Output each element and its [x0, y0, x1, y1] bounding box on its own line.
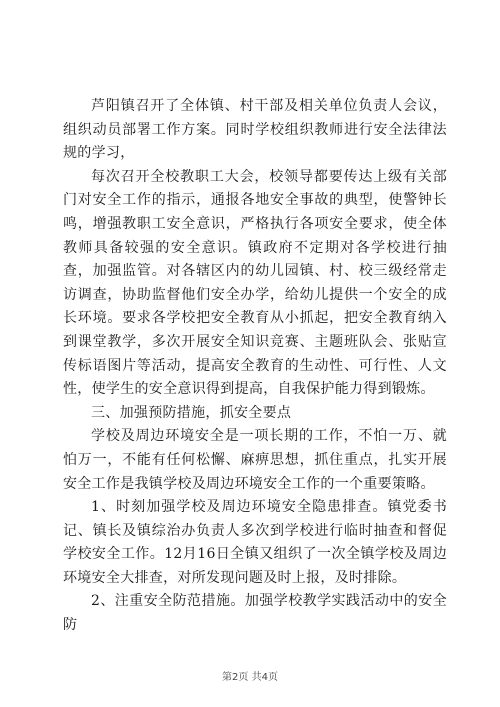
page-footer: 第2页 共4页	[222, 672, 278, 683]
paragraph-safety-measures: 2、注重安全防范措施。加强学校教学实践活动中的安全防	[63, 593, 447, 634]
document-body	[63, 95, 447, 638]
paragraph-staff-meeting: 每次召开全校教职工大会，校领导都要传达上级有关部门对安全工作的指示，通报各地安全事故的典型，使警钟长鸣，增强教职工安全意识，严格执行各项安全要求，使全体教师具备较强的安全意识。镇政府不定期对各学校进行抽查，加强监管。对各辖区内的幼儿园镇、村、校三级经常走访调查，协助监督他们安全办学，给幼儿提供一个安全的成长环境。要求各学校把安全教育从小抓起，把安全教育纳入到课堂教学，多次开展安全知识竞赛、主题班队会、张贴宣传标语图片等活动，提高安全教育的生动性、可行性、人文性，使学生的安全意识得到提高，自我保护能力得到锻炼。	[63, 168, 447, 398]
paragraph-environment-safety: 学校及周边环境安全是一项长期的工作，不怕一万、就怕万一，不能有任何松懈、麻痹思想，抓住重点，扎实开展安全工作是我镇学校及周边环境安全工作的一个重要策略。	[63, 428, 447, 492]
paragraph-hazard-inspection: 1、时刻加强学校及周边环境安全隐患排查。镇党委书记、镇长及镇综治办负责人多次到学校进行临时抽查和督促学校安全工作。12月16日全镇又组织了一次全镇学校及周边环境安全大排查，对所发现问题及时上报，及时排除。	[63, 499, 447, 586]
paragraph-meeting: 芦阳镇召开了全体镇、村干部及相关单位负责人会议，组织动员部署工作方案。同时学校组织教师进行安全法律法规的学习，	[63, 98, 447, 162]
section-heading-prevention: 三、加强预防措施，抓安全要点	[91, 404, 292, 421]
